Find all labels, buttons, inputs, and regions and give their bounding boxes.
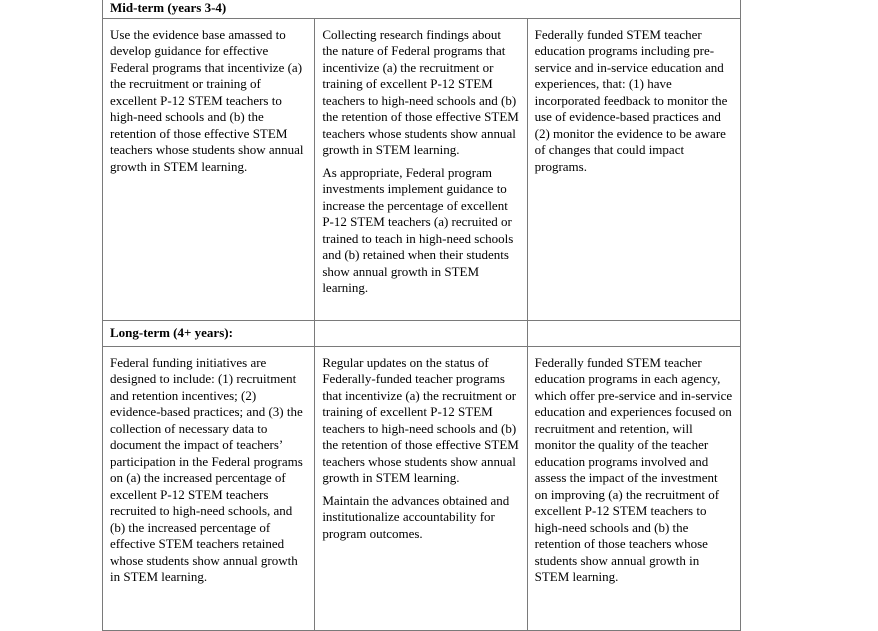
cell-paragraph: Use the evidence base amassed to develop guidance for effective Federal programs that incentivize (a) the recruitment or training of excellent P-12 STEM teachers to high-need schools and (b) the retention of those effective STEM teachers whose students show annual growth in STEM learning. [110, 26, 304, 174]
table-row [103, 346, 741, 630]
strategy-table [102, 0, 741, 631]
table-cell [315, 346, 527, 630]
table-cell [527, 346, 740, 630]
cell-paragraph: Federally funded STEM teacher education programs including pre-service and in-service education and experiences, that: (1) have incorporated feedback to monitor the use of evidence-based practices and (2) monitor the evidence to be aware of changes that could impact programs. [534, 26, 728, 174]
cell-paragraph: Maintain the advances obtained and institutionalize accountability for program outcomes. [322, 492, 510, 541]
cell-paragraph: Federal funding initiatives are designed to include: (1) recruitment and retention incentives; (2) evidence-based practices; and (3) the collection of necessary data to document the impact of teachers’ participation in the Federal programs on (a) the increased percentage of excellent P-12 STEM teachers recruited to high-need schools, and (b) the increased percentage of effective STEM teachers retained whose students show annual growth in STEM learning. [110, 354, 303, 584]
section-title: Long-term (4+ years): [103, 320, 315, 346]
section-header-mid-term [103, 0, 741, 18]
table-cell [527, 18, 740, 320]
cell-paragraph: Collecting research findings about the nature of Federal programs that incentivize (a) the recruitment or training of excellent P-12 STEM teachers to high-need schools and (b) the retention of those effective STEM teachers whose students show annual growth in STEM learning. [322, 26, 519, 157]
table-row [103, 18, 741, 320]
table-cell-empty [315, 320, 527, 346]
cell-paragraph: Federally funded STEM teacher education programs in each agency, which offer pre-service and in-service education and experiences focused on recruitment and retention, will monitor the quality of the teacher education programs involved and assess the impact of the investment on improving (a) the recruitment of excellent P-12 STEM teachers to high-need schools and (b) the retention of those teachers whose students show annual growth in STEM learning. [534, 354, 733, 584]
section-title: Mid-term (years 3-4) [103, 0, 741, 18]
table-cell [103, 18, 315, 320]
table-cell-empty [527, 320, 740, 346]
table-cell [315, 18, 527, 320]
cell-paragraph: As appropriate, Federal program investments implement guidance to increase the percentage of excellent P-12 STEM teachers (a) recruited or trained to teach in high-need schools and (b) retained when their students show annual growth in STEM learning. [322, 164, 514, 295]
section-header-long-term [103, 320, 741, 346]
cell-paragraph: Regular updates on the status of Federally-funded teacher programs that incentivize (a) the recruitment or training of excellent P-12 STEM teachers to high-need schools and (b) the retention of those effective STEM teachers whose students show annual growth in STEM learning. [322, 354, 519, 485]
table-cell [103, 346, 315, 630]
